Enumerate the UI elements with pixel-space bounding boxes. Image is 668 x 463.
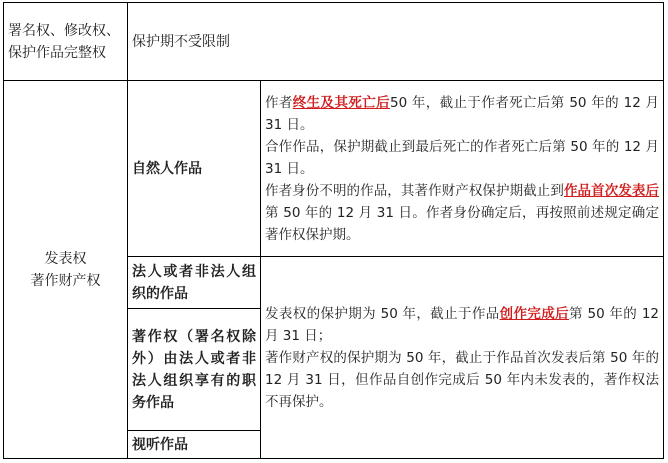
natural-person-para-2: 合作作品，保护期截止到最后死亡的作者死亡后第 50 年的 12 月 31 日。 bbox=[265, 138, 659, 177]
text-run: 作者身份不明的作品，其著作财产权保护期截止到 bbox=[265, 182, 564, 199]
natural-person-text bbox=[261, 81, 664, 257]
audiovisual-label: 视听作品 bbox=[128, 431, 261, 459]
row-natural-person bbox=[4, 81, 664, 257]
group-label-cell bbox=[4, 81, 128, 459]
text-run: 50 年，截止于作者死亡后第 50 年的 12 月 31 日。 bbox=[265, 94, 660, 133]
natural-person-label: 自然人作品 bbox=[128, 81, 261, 257]
highlight-text: 终生及其死亡后 bbox=[292, 94, 391, 111]
text-run: 第 50 年的 12 月 31 日； bbox=[265, 305, 659, 344]
highlight-text: 作品首次发表后 bbox=[563, 182, 660, 199]
natural-person-para-3 bbox=[265, 180, 659, 246]
legal-person-label: 法人或者非法人组织的作品 bbox=[128, 257, 261, 309]
text-run: 作者 bbox=[265, 94, 293, 111]
highlight-text: 创作完成后 bbox=[499, 305, 570, 322]
moral-rights-label: 署名权、修改权、保护作品完整权 bbox=[4, 3, 128, 81]
shared-para-1 bbox=[265, 303, 659, 347]
shared-text-cell bbox=[261, 257, 664, 459]
shared-para-2: 著作财产权的保护期为 50 年，截止于作品首次发表后第 50 年的 12 月 31 日，但作品自创作完成后 50 年内未发表的，著作权法不再保护。 bbox=[265, 349, 659, 410]
group-label-line2: 著作财产权 bbox=[30, 272, 101, 289]
moral-rights-value: 保护期不受限制 bbox=[128, 3, 664, 81]
copyright-protection-table bbox=[3, 2, 664, 459]
natural-person-para-1 bbox=[265, 92, 659, 136]
job-work-label: 著作权（署名权除外）由法人或者非法人组织享有的职务作品 bbox=[128, 309, 261, 431]
group-label-line1: 发表权 bbox=[44, 250, 87, 267]
text-run: 发表权的保护期为 50 年，截止于作品 bbox=[265, 305, 500, 322]
row-moral-rights bbox=[4, 3, 664, 81]
text-run: 第 50 年的 12 月 31 日。作者身份确定后，再按照前述规定确定著作权保护期。 bbox=[265, 204, 659, 243]
